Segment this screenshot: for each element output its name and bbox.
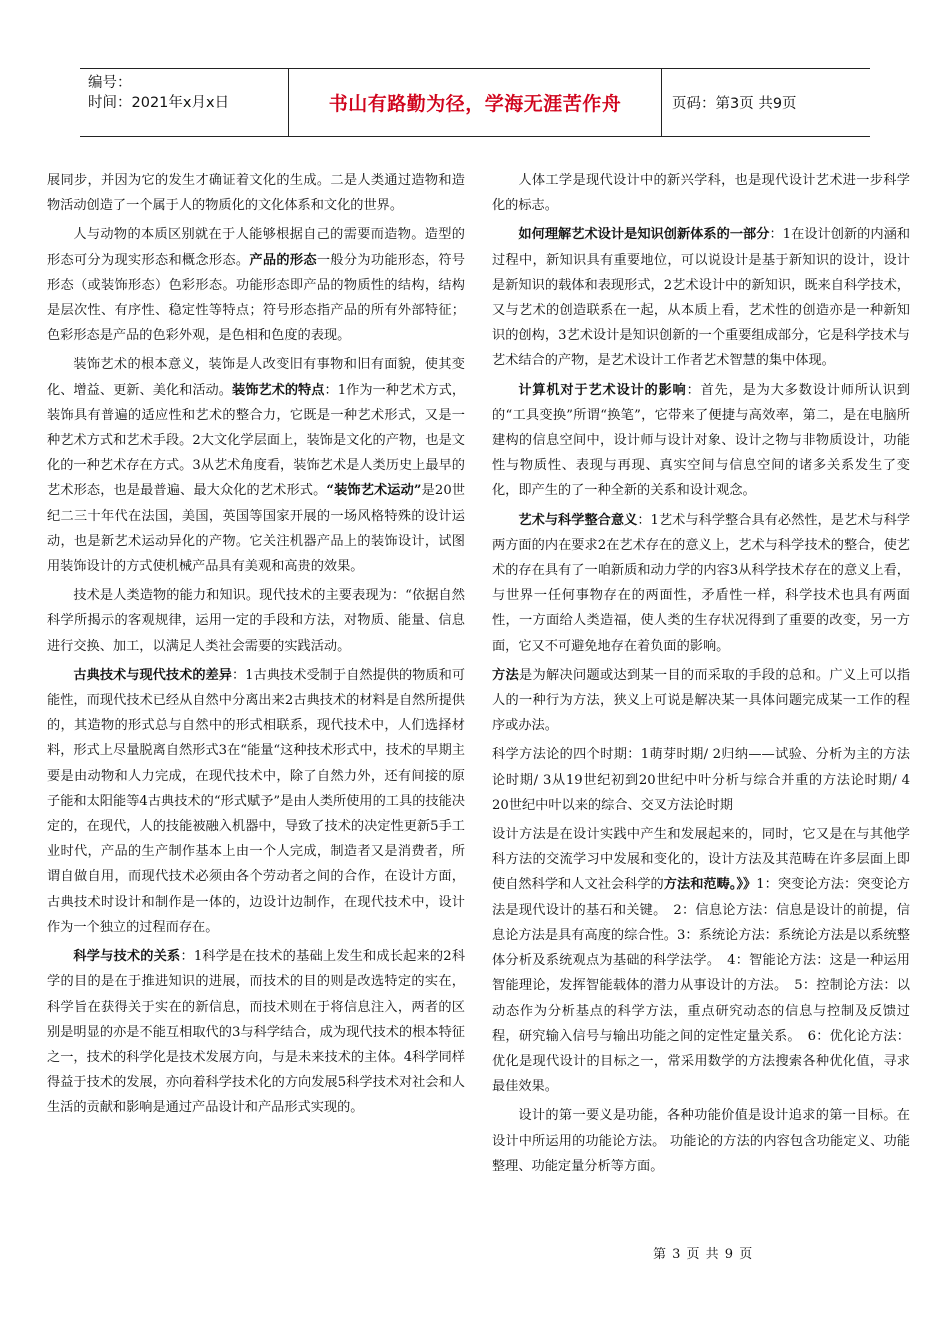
left-text-column	[47, 168, 465, 1243]
keyword-bold: 如何理解艺术设计是知识创新体系的一部分	[518, 227, 770, 243]
paragraph: 计算机对于艺术设计的影响：首先，是为大多数设计师所认识到的“工具变换”所谓“换笔”，它带来了便捷与高效率，第二，是在电脑所建构的信息空间中，设计师与设计对象、设计之物与非物质设计，功能性与物质性、表现与再现、真实空间与信息空间的诸多关系发生了变化，即产生的了一种全新的关系和设计观念。	[492, 382, 910, 499]
header-motto: 书山有路勤为径，学海无涯苦作舟	[288, 69, 662, 136]
keyword-bold: 产品的形态	[249, 252, 317, 268]
paragraph: 科学与技术的关系：1科学是在技术的基础上发生和成长起来的2科学的目的是在于推进知识的进展，而技术的目的则是改选特定的实在，科学旨在获得关于实在的新信息，而技术则在于将信息注入，两者的区别是明显的亦是不能互相取代的3与科学结合，成为现代技术的根本特征之一，技术的科学化是技术发展方向，与是未来技术的主体。4科学同样得益于技术的发展，亦向着科学技术化的方向发展5科学技术对社会和人生活的贡献和影响是通过产品设计和产品形式实现的。	[47, 949, 465, 1116]
keyword-bold: 装饰艺术的特点	[231, 382, 325, 398]
keyword-bold: 方法	[492, 667, 519, 683]
keyword-bold: 计算机对于艺术设计的影响	[518, 382, 687, 398]
keyword-bold: 艺术与科学整合意义	[518, 512, 638, 528]
page-header	[80, 68, 870, 137]
paragraph: 人体工学是现代设计中的新兴学科，也是现代设计艺术进一步科学化的标志。	[492, 173, 910, 214]
header-page-label: 页码：第3页 共9页	[672, 96, 797, 112]
paragraph: 技术是人类造物的能力和知识。现代技术的主要表现为：“依据自然科学所揭示的客观规律，运用一定的手段和方法，对物质、能量、信息进行交换、加工，以满足人类社会需要的实践活动。	[47, 588, 465, 654]
paragraph: 方法是为解决问题或达到某一目的而采取的手段的总和。广义上可以指人的一种行为方法，狭义上可说是解决某一具体问题完成某一工作的程序或办法。	[492, 667, 910, 734]
header-meta	[80, 69, 288, 136]
page-footer: 第 3 页 共 9 页	[653, 1247, 754, 1262]
keyword-bold: 古典技术与现代技术的差异	[73, 667, 232, 683]
document-time-label: 时间：2021年x月x日	[88, 95, 230, 111]
paragraph: 古典技术与现代技术的差异：1古典技术受制于自然提供的物质和可能性，而现代技术已经从自然中分离出来2古典技术的材料是自然所提供的，其造物的形式总与自然中的形式相联系，现代技术中，人们选择材料，形式上尽量脱离自然形式3在“能量“这种技术形式中，技术的早期主要是由动物和人力完成，在现代技术中，除了自然力外，还有间接的原子能和太阳能等4古典技术的“形式赋予”是由人类所使用的工具的技能决定的，在现代，人的技能被融入机器中，导致了技术的决定性更新5手工业时代，产品的生产制作基本上由一个人完成，制造者又是消费者，所谓自做自用，而现代技术必须由各个劳动者之间的合作，在设计方面，古典技术时设计和制作是一体的，边设计边制作，在现代技术中，设计作为一个独立的过程而存在。	[47, 667, 465, 935]
paragraph: 装饰艺术的根本意义，装饰是人改变旧有事物和旧有面貌，使其变化、增益、更新、美化和活动。装饰艺术的特点：1作为一种艺术方式，装饰具有普遍的适应性和艺术的整合力，它既是一种艺术形式，又是一种艺术方式和艺术手段。2大文化学层面上，装饰是文化的产物，也是文化的一种艺术存在方式。3从艺术角度看，装饰艺术是人类历史上最早的艺术形态，也是最普遍、最大众化的艺术形式。“装饰艺术运动”是20世纪二三十年代在法国，美国，英国等国家开展的一场风格特殊的设计运动，也是新艺术运动异化的产物。它关注机器产品上的装饰设计，试图用装饰设计的方式使机械产品具有美观和高贵的效果。	[47, 357, 465, 575]
keyword-bold: 科学与技术的关系	[73, 949, 181, 965]
paragraph: 人与动物的本质区别就在于人能够根据自己的需要而造物。造型的形态可分为现实形态和概念形态。产品的形态一般分为功能形态，符号形态（或装饰形态）色彩形态。功能形态即产品的物质性的结构，结构是层次性、有序性、稳定性等特点；符号形态指产品的所有外部特征；色彩形态是产品的色彩外观，是色相和色度的表现。	[47, 227, 465, 344]
keyword-bold: “装饰艺术运动”	[326, 483, 422, 499]
paragraph: 展同步，并因为它的发生才确证着文化的生成。二是人类通过造物和造物活动创造了一个属于人的物质化的文化体系和文化的世界。	[47, 173, 465, 214]
keyword-bold: 方法和范畴。》》	[663, 877, 757, 893]
paragraph: 设计方法是在设计实践中产生和发展起来的，同时，它又是在与其他学科方法的交流学习中发展和变化的，设计方法及其范畴在许多层面上即使自然科学和人文社会科学的方法和范畴。》》1：突变论方法：突变论方法是现代设计的基石和关键。 2：信息论方法：信息是设计的前提，信息论方法是具有高度的综合性。3：系统论方法：系统论方法是以系统整体分析及系统观点为基础的科学法学。 4：智能论方法：这是一种运用智能理论，发挥智能载体的潜力从事设计的方法。 5：控制论方法：以动态作为分析基点的科学方法，重点研究动态的信息与控制及反馈过程，研究输入信号与输出功能之间的定性定量关系。 6：优化论方法：优化是现代设计的目标之一，常采用数学的方法搜索各种优化值，寻求最佳效果。	[492, 827, 910, 1095]
paragraph: 科学方法论的四个时期：1萌芽时期/ 2归纳——试验、分析为主的方法论时期/ 3从19世纪初到20世纪中叶分析与综合并重的方法论时期/ 4 20世纪中叶以来的综合、交叉方法论时期	[492, 747, 910, 813]
document-number-label: 编号：	[88, 75, 132, 91]
paragraph: 艺术与科学整合意义：1艺术与科学整合具有必然性，是艺术与科学两方面的内在要求2在艺术存在的意义上，艺术与科学技术的整合，使艺术的存在具有了一咱新质和动力学的内容3从科学技术存在的意义上看，与世界一任何事物存在的两面性，矛盾性一样，科学技术也具有两面性，一方面给人类造福，使人类的生存状况得到了重要的改变，另一方面，它又不可避免地存在着负面的影响。	[492, 512, 910, 654]
paragraph: 如何理解艺术设计是知识创新体系的一部分：1在设计创新的内涵和过程中，新知识具有重要地位，可以说设计是基于新知识的设计，设计是新知识的载体和表现形式，2艺术设计中的新知识，既来自科学技术，又与艺术的创造联系在一起，从本质上看，艺术性的创造亦是一种新知识的创构，3艺术设计是知识创新的一个重要组成部分，它是科学技术与艺术结合的产物，是艺术设计工作者艺术智慧的集中体现。	[492, 227, 910, 369]
paragraph: 设计的第一要义是功能，各种功能价值是设计追求的第一目标。在设计中所运用的功能论方法。 功能论的方法的内容包含功能定义、功能整理、功能定量分析等方面。	[492, 1108, 910, 1174]
right-text-column	[492, 168, 910, 1243]
